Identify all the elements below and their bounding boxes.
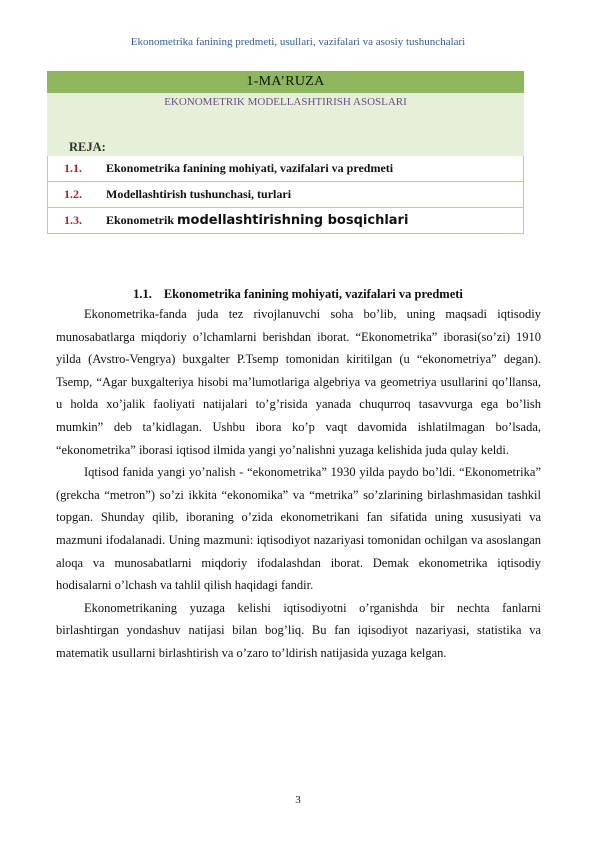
plan-item-text: Ekonometrika fanining mohiyati, vazifalari va predmeti — [106, 161, 394, 175]
body-text — [56, 303, 541, 665]
plan-item — [47, 156, 524, 182]
running-header: Ekonometrika fanining predmeti, usullari, vazifalari va asosiy tushunchalari — [130, 36, 466, 48]
plan-item — [47, 182, 524, 208]
paragraph: Iqtisod fanida yangi yo’nalish - “ekonometrika” 1930 yilda paydo bo’ldi. “Ekonometrika” (grekcha “metron”) so’zi ikkita “ekonomika” va “metrika” so’zlarining birlashmasidan tashkil topgan. Shunday qilib, iboraning o’zida ekonometrikani fan sifatida uning xususiyati va mazmuni ifodalanadi. Uning mazmuni: iqtisodiyot nazariyasi tomonidan ochilgan va asoslangan aloqa va munosabatlarni miqdoriy ifodalashdan iborat. Demak ekonometrika iqtisodiy hodisalarni o’lchash va tahlil qilish haqidagi fandir. — [56, 465, 541, 593]
lecture-title: EKONOMETRIK MODELLASHTIRISH ASOSLARI — [47, 93, 524, 139]
plan-label: REJA: — [47, 139, 524, 156]
section-heading — [0, 287, 596, 302]
plan-item-number: 1.3. — [64, 213, 82, 227]
plan-item-number: 1.2. — [64, 187, 82, 201]
plan-item-text-part: modellashtirishning bosqichlari — [177, 213, 409, 228]
paragraph: Ekonometrika-fanda juda tez rivojlanuvchi soha bo’lib, uning maqsadi iqtisodiy munosabatlarga miqdoriy o’lchamlarni berishdan iborat. “Ekonometrika” iborasi(so’zi) 1910 yilda (Avstro-Vengrya) buxgalter P.Tsemp tomonidan kiritilgan (u “ekonometriya” degan). Tsemp, “Agar buxgalteriya hisobi ma’lumotlariga algebriya va geometriya usullarini qo’llansa, u holda xo’jalik faoliyati natijalari to’g’risida yanada chuqurroq tasavvurga ega bo’lish mumkin” deb ta’kidlagan. Ushbu ibora ko’p vaqt davomida ishlatilmagan bo’lsada, “ekonometrika” iborasi iqtisod ilmida yangi yo’nalishni yuzaga kelishida juda qulay keldi. — [56, 307, 541, 457]
page-number: 3 — [295, 794, 301, 806]
section-title: Ekonometrika fanining mohiyati, vazifalari va predmeti — [163, 287, 463, 301]
plan-item-text: Modellashtirish tushunchasi, turlari — [106, 187, 292, 201]
plan-item-text — [92, 208, 408, 233]
lecture-number: 1-MA’RUZA — [47, 71, 524, 93]
section-number: 1.1. — [133, 287, 152, 301]
plan-item — [47, 208, 524, 234]
paragraph: Ekonometrikaning yuzaga kelishi iqtisodiyotni o’rganishda bir nechta fanlarni birlashtirgan yondashuv natijasi bilan bog’liq. Bu fan iqisodiyot nazariyasi, statistika va matematik usullarni birlashtirish va o’zaro to’ldirish natijasida yuzaga kelgan. — [56, 600, 541, 660]
plan-item-number: 1.1. — [64, 161, 82, 175]
lecture-plan-box — [47, 71, 524, 234]
plan-item-text-part: Ekonometrik — [106, 213, 175, 227]
